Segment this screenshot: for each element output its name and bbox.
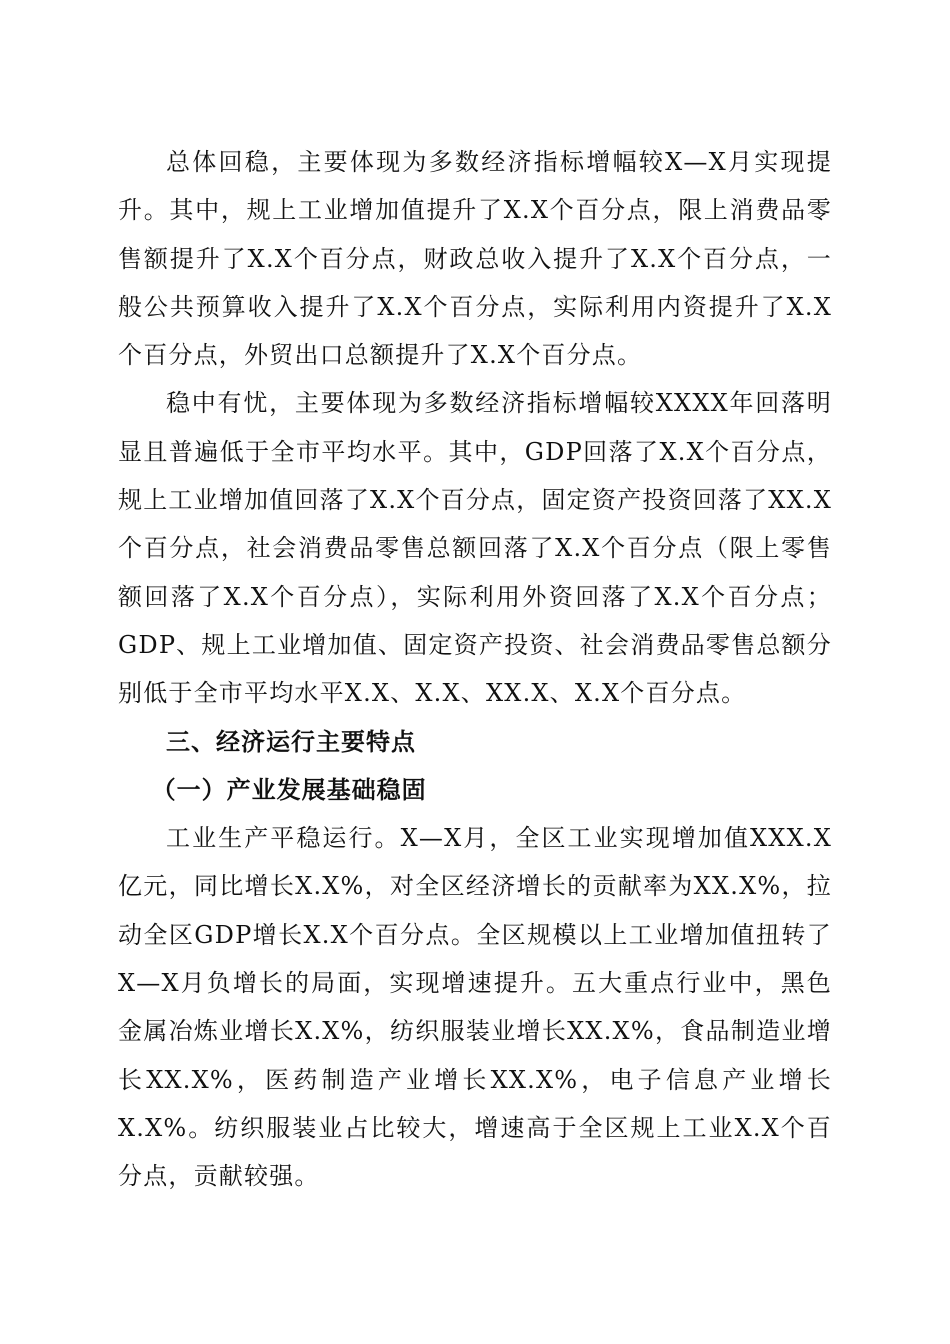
section-heading: 三、经济运行主要特点 [166, 727, 416, 756]
document-body [118, 138, 832, 1201]
subsection-heading: （一）产业发展基础稳固 [151, 774, 427, 804]
paragraph-overall-stable: 总体回稳，主要体现为多数经济指标增幅较X—X月实现提升。其中，规上工业增加值提升了X.X个百分点，限上消费品零售额提升了X.X个百分点，财政总收入提升了X.X个百分点，一般公共预算收入提升了X.X个百分点，实际利用内资提升了X.X个百分点，外贸出口总额提升了X.X个百分点。 [118, 148, 832, 370]
paragraph-industrial-production: 工业生产平稳运行。X—X月，全区工业实现增加值XXX.X亿元，同比增长X.X%，对全区经济增长的贡献率为XX.X%，拉动全区GDP增长X.X个百分点。全区规模以上工业增加值扭转了X—X月负增长的局面，实现增速提升。五大重点行业中，黑色金属冶炼业增长X.X%，纺织服装业增长XX.X%，食品制造业增长XX.X%，医药制造产业增长XX.X%，电子信息产业增长X.X%。纺织服装业占比较大，增速高于全区规上工业X.X个百分点，贡献较强。 [118, 824, 832, 1191]
paragraph-stable-with-concern: 稳中有忧，主要体现为多数经济指标增幅较XXXX年回落明显且普遍低于全市平均水平。其中，GDP回落了X.X个百分点，规上工业增加值回落了X.X个百分点，固定资产投资回落了XX.X个百分点，社会消费品零售总额回落了X.X个百分点（限上零售额回落了X.X个百分点），实际利用外资回落了X.X个百分点；GDP、规上工业增加值、固定资产投资、社会消费品零售总额分别低于全市平均水平X.X、X.X、XX.X、X.X个百分点。 [118, 389, 832, 708]
